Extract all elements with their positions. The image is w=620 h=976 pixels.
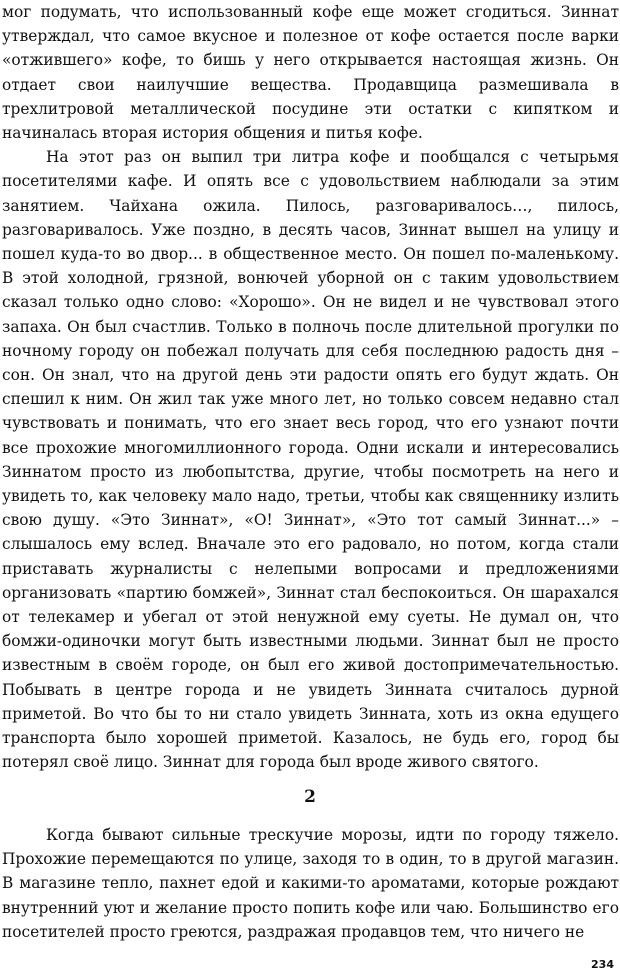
text-block-top bbox=[2, 0, 619, 775]
paragraph: Когда бывают сильные трескучие морозы, идти по городу тяжело. Прохожие перемещаются по улице, заходя то в один, то в другой магазин. В магазине тепло, пахнет едой и какими-то ароматами, которые рождают внутренний уют и желание просто попить кофе или чаю. Большинство его посетителей просто греются, раздражая продавцов тем, что ничего не bbox=[2, 826, 619, 941]
page-number: 234 bbox=[591, 958, 614, 971]
section-heading: 2 bbox=[304, 787, 316, 807]
paragraph: На этот раз он выпил три литра кофе и пообщался с четырьмя посетителями кафе. И опять все с удовольствием наблюдали за этим занятием. Чайхана ожила. Пилось, разговаривалось…, пилось, разговаривалось. Уже поздно, в десять часов, Зиннат вышел на улицу и пошел куда-то во двор... в общественное место. Он пошел по-маленькому. В этой холодной, грязной, вонючей уборной он с таким удовольствием сказал только одно слово: «Хорошо». Он не видел и не чувствовал этого запаха. Он был счастлив. Только в полночь после длительной прогулки по ночному городу он побежал получать для себя последнюю радость дня – сон. Он знал, что на другой день эти радости опять его будут ждать. Он спешил к ним. Он жил так уже много лет, но только совсем недавно стал чувствовать и понимать, что его знает весь город, что его узнают почти все прохожие многомиллионного города. Одни искали и интересовались Зиннатом просто из любопытства, другие, чтобы посмотреть на него и увидеть то, как человеку мало надо, третьи, чтобы как священнику излить свою душу. «Это Зиннат», «О! Зиннат», «Это тот самый Зиннат...» – слышалось ему вслед. Вначале это его радовало, но потом, когда стали приставать журналисты с нелепыми вопросами и предложениями организовать «партию бомжей», Зиннат стал беспокоиться. Он шарахался от телекамер и убегал от этой ненужной ему суеты. Не думал он, что бомжи-одиночки могут быть известными людьми. Зиннат был не просто известным в своём городе, он был его живой достопримечательностью. Побывать в центре города и не увидеть Зинната считалось дурной приметой. Во что бы то ни стало увидеть Зинната, хоть из окна едущего транспорта было хорошей приметой. Казалось, не будь его, город бы потерял своё лицо. Зиннат для города был вроде живого святого. bbox=[2, 148, 619, 772]
paragraph-continuation: мог подумать, что использованный кофе еще может сгодиться. Зиннат утверждал, что самое вкусное и полезное от кофе остается после варки «отжившего» кофе, то бишь у него открывается настоящая жизнь. Он отдает свои наилучшие вещества. Продавщица размешивала в трехлитровой металлической посудине эти остатки с кипятком и начиналась вторая история общения и питья кофе. bbox=[2, 3, 619, 143]
text-block-bottom bbox=[2, 823, 619, 944]
